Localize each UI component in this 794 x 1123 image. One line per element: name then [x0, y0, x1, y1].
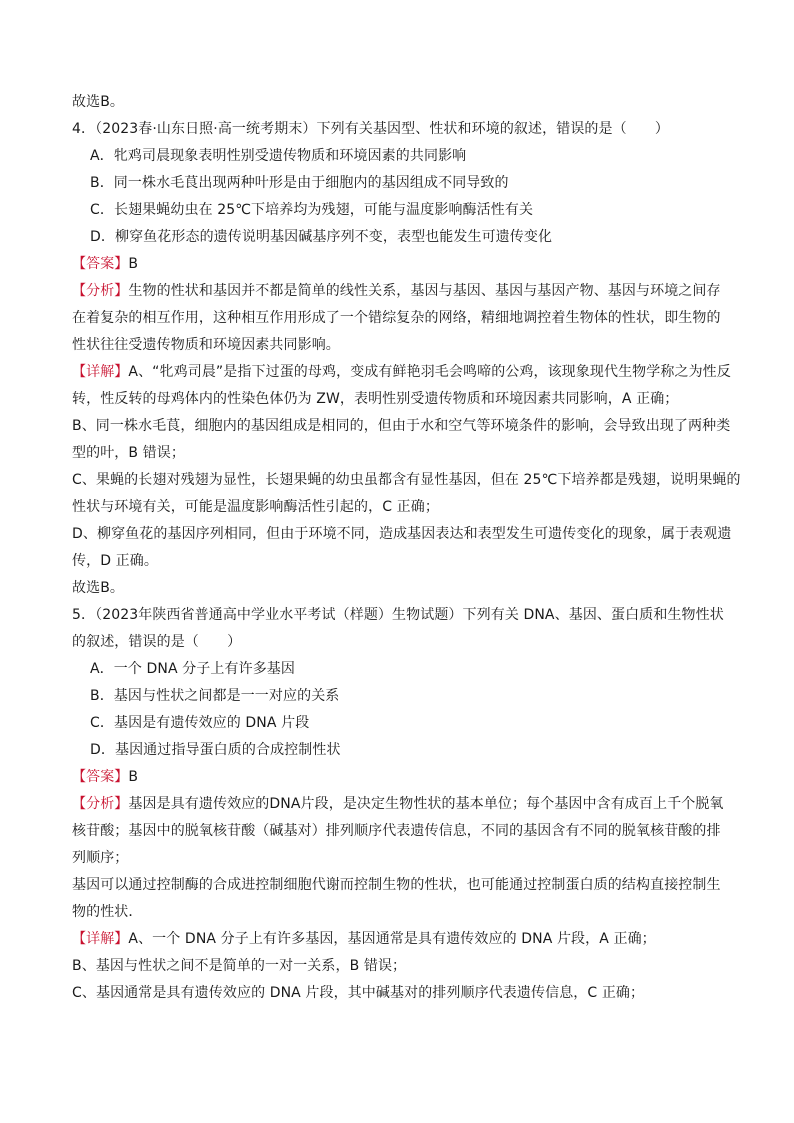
detail-tag: 【详解】 — [72, 931, 129, 947]
detail-text: 转，性反转的母鸡体内的性染色体仍为 ZW，表明性别受遗传物质和环境因素共同影响，A 正确； — [72, 391, 679, 407]
answer-tag: 【答案】 — [72, 256, 129, 272]
detail-text: 传，D 正确。 — [72, 553, 158, 569]
option-d: D．基因通过指导蛋白质的合成控制性状 — [90, 742, 341, 758]
analysis-text: 物的性状． — [72, 904, 143, 920]
detail-text: A、“牝鸡司晨”是指下过蛋的母鸡，变成有鲜艳羽毛会鸣啼的公鸡，该现象现代生物学称之为性反 — [128, 364, 731, 380]
analysis-text: 基因可以通过控制酶的合成进控制细胞代谢而控制生物的性状，也可能通过控制蛋白质的结构直接控制生 — [72, 877, 721, 893]
option-d: D．柳穿鱼花形态的遗传说明基因碱基序列不变，表型也能发生可遗传变化 — [90, 229, 553, 245]
detail-text: D、柳穿鱼花的基因序列相同，但由于环境不同，造成基因表达和表型发生可遗传变化的现象，属于表观遗 — [72, 526, 732, 542]
analysis-text: 核苷酸；基因中的脱氧核苷酸（碱基对）排列顺序代表遗传信息，不同的基因含有不同的脱氧核苷酸的排 — [72, 823, 721, 839]
detail-text: A、一个 DNA 分子上有许多基因，基因通常是具有遗传效应的 DNA 片段，A 正确； — [128, 931, 656, 947]
analysis-line — [72, 794, 724, 814]
analysis-line — [72, 281, 721, 301]
detail-line — [72, 929, 656, 949]
analysis-tag: 【分析】 — [72, 796, 129, 812]
option-c: C．基因是有遗传效应的 DNA 片段 — [90, 715, 310, 731]
analysis-text: 生物的性状和基因并不都是简单的线性关系，基因与基因、基因与基因产物、基因与环境之间存 — [128, 283, 721, 299]
detail-text: 型的叶，B 错误； — [72, 445, 185, 461]
analysis-tag: 【分析】 — [72, 283, 129, 299]
detail-text: C、果蝇的长翅对残翅为显性，长翅果蝇的幼虫虽都含有显性基因，但在 25℃下培养都是残翅，说明果蝇的 — [72, 472, 741, 488]
analysis-text: 列顺序； — [72, 850, 129, 866]
answer-line — [72, 767, 138, 787]
answer-line — [72, 254, 138, 274]
answer-value: B — [128, 769, 139, 785]
question-5-stem: 5．（2023年陕西省普通高中学业水平考试（样题）生物试题）下列有关 DNA、基因、蛋白质和生物性状 — [72, 607, 724, 623]
option-b: B．同一株水毛茛出现两种叶形是由于细胞内的基因组成不同导致的 — [90, 175, 509, 191]
analysis-text: 性状往往受遗传物质和环境因素共同影响。 — [72, 337, 340, 353]
question-5-stem: 的叙述，错误的是（ ） — [72, 634, 242, 650]
analysis-text: 基因是具有遗传效应的DNA片段，是决定生物性状的基本单位；每个基因中含有成百上千个脱氧 — [128, 796, 724, 812]
analysis-text: 在着复杂的相互作用，这种相互作用形成了一个错综复杂的网络，精细地调控着生物体的性状，即生物的 — [72, 310, 721, 326]
detail-text: C、基因通常是具有遗传效应的 DNA 片段，其中碱基对的排列顺序代表遗传信息，C 正确； — [72, 985, 645, 1001]
answer-value: B — [128, 256, 139, 272]
detail-tag: 【详解】 — [72, 364, 129, 380]
question-4-stem: 4．（2023春·山东日照·高一统考期末）下列有关基因型、性状和环境的叙述，错误的是（ ） — [72, 121, 670, 137]
option-c: C．长翅果蝇幼虫在 25℃下培养均为残翅，可能与温度影响酶活性有关 — [90, 202, 534, 218]
detail-text: 性状与环境有关，可能是温度影响酶活性引起的，C 正确； — [72, 499, 439, 515]
option-a: A．牝鸡司晨现象表明性别受遗传物质和环境因素的共同影响 — [90, 148, 467, 164]
detail-text: B、同一株水毛茛，细胞内的基因组成是相同的，但由于水和空气等环境条件的影响，会导致出现了两种类 — [72, 418, 731, 434]
conclusion-text: 故选B。 — [72, 580, 125, 596]
option-b: B．基因与性状之间都是一一对应的关系 — [90, 688, 340, 704]
option-a: A．一个 DNA 分子上有许多基因 — [90, 661, 296, 677]
answer-tag: 【答案】 — [72, 769, 129, 785]
detail-text: B、基因与性状之间不是简单的一对一关系，B 错误； — [72, 958, 407, 974]
conclusion-text: 故选B。 — [72, 94, 125, 110]
detail-line — [72, 362, 731, 382]
